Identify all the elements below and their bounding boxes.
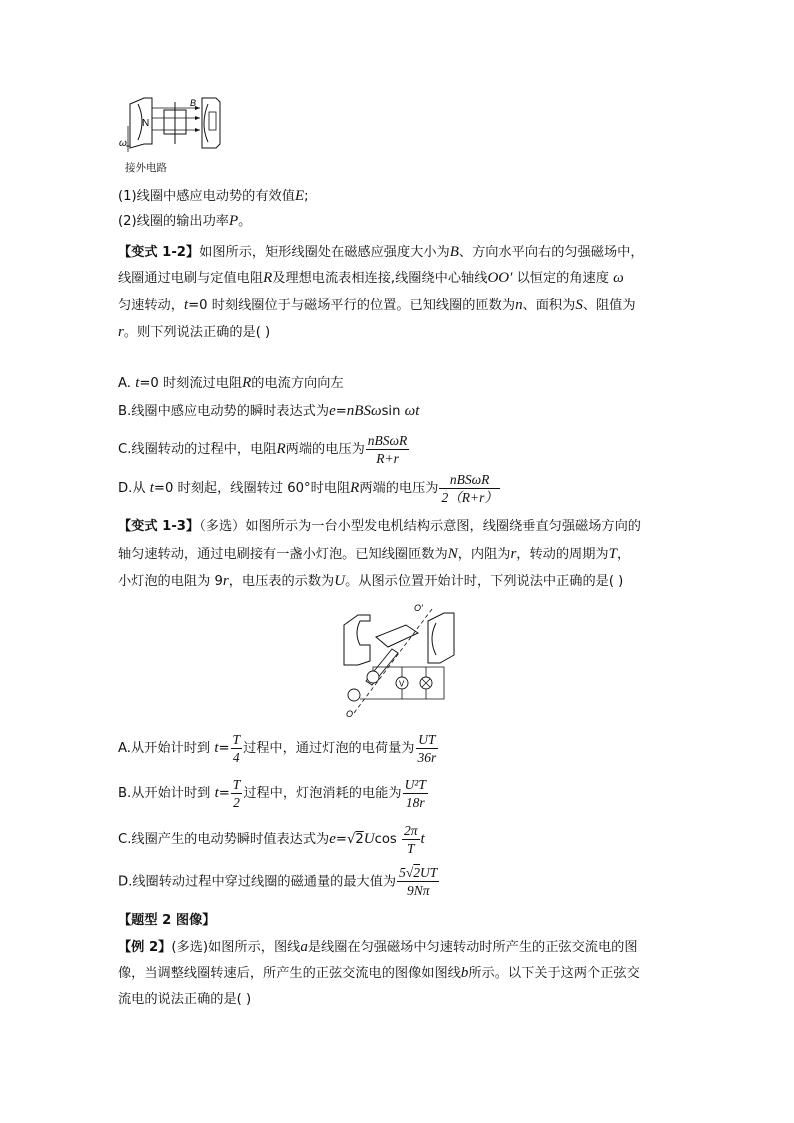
variant-1-3-option-b: B.从开始计时到 t= $\frac{T}{2}$ 过程中，灯泡消耗的电能为 $\frac{\text{U²T}}{18r}$	[118, 776, 426, 810]
question-item-2: (2)线圈的输出功率P。	[118, 213, 252, 229]
figure-1-caption: 接外电路	[125, 162, 167, 174]
variant-1-2-line-3: 匀速转动，t=0 时刻线圈位于与磁场平行的位置。已知线圈的匝数为n、面积为S、阻值为	[118, 297, 636, 313]
option-d-fraction: $\frac{\text{nBSωR}}{2(R+r)}$	[441, 471, 498, 505]
variant-1-2-option-a: A. t=0 时刻流过电阻R的电流方向向左	[118, 375, 344, 391]
variant-1-2-line-4: r。则下列说法正确的是( )	[118, 324, 271, 340]
variant-1-2-line-2: 线圈通过电刷与定值电阻R及理想电流表相连接,线圈绕中心轴线OO′ 以恒定的角速度 ω	[118, 270, 624, 286]
example-2-line-2: 像，当调整线圈转速后，所产生的正弦交流电的图像如图线b所示。以下关于这两个正弦交	[118, 965, 640, 981]
option-b-time-fraction: $\frac{T}{2}$	[232, 776, 241, 810]
variant-1-3-tag: 【变式 1-3】	[118, 519, 200, 534]
variant-1-2-option-d: D.从 t=0 时刻起，线圈转过 60°时电阻R两端的电压为 $\frac{\text{nBSωR}}{2(R+r)}$	[118, 471, 498, 505]
variant-1-3-line-2: 轴匀速转动，通过电刷接有一盏小灯泡。已知线圈匝数为N，内阻为r，转动的周期为T，	[118, 546, 631, 562]
option-b-energy-fraction: $\frac{\text{U²T}}{18r}$	[404, 776, 426, 810]
variant-1-3-line-1: 【变式 1-3】（多选）如图所示为一台小型发电机结构示意图，线圈绕垂直匀强磁场方向的	[118, 519, 641, 534]
variant-1-2-tag: 【变式 1-2】	[118, 245, 200, 260]
variant-1-3-line-3: 小灯泡的电阻为 9r，电压表的示数为U。从图示位置开始计时，下列说法中正确的是( )	[118, 573, 624, 589]
example-2-line-1: 【例 2】(多选)如图所示，图线a是线圈在匀强磁场中匀速转动时所产生的正弦交流电的图	[118, 939, 638, 955]
question-item-1: (1)线圈中感应电动势的有效值E;	[118, 188, 309, 204]
variant-1-3-option-c: C.线圈产生的电动势瞬时值表达式为e=√2Ucos $\frac{2\pi}{T}$ t	[118, 822, 425, 856]
field-b-label: B	[190, 98, 197, 108]
variant-1-2-line-1: 【变式 1-2】如图所示，矩形线圈处在磁感应强度大小为B、方向水平向右的匀强磁场中，	[118, 244, 644, 260]
variant-1-3-option-a: A.从开始计时到 t= $\frac{T}{4}$ 过程中，通过灯泡的电荷量为 $\frac{UT}{36r}$	[118, 731, 437, 765]
magnet-n-label: N	[142, 118, 150, 129]
generator-figure-1	[116, 96, 228, 156]
variant-1-3-option-d: D.线圈转动过程中穿过线圈的磁通量的最大值为 $\frac{5√2UT}{9N\pi}$	[118, 865, 438, 898]
omega-label: ω	[119, 138, 127, 149]
variant-1-2-option-b: B.线圈中感应电动势的瞬时表达式为e=nBSωsin ωt	[118, 403, 420, 419]
voltmeter-label: V	[399, 679, 405, 689]
option-c-fraction: $\frac{\text{nBSωR}}{R+r}$	[367, 432, 408, 466]
example-2-line-3: 流电的说法正确的是( )	[118, 992, 252, 1007]
option-a-charge-fraction: $\frac{UT}{36r}$	[417, 731, 437, 765]
option-c-angular-fraction: $\frac{2\pi}{T}$	[404, 822, 418, 856]
option-d-flux-fraction: $\frac{5√2UT}{9N\pi}$	[399, 865, 438, 898]
axis-o-prime-label: O′	[414, 603, 423, 613]
axis-o-label: O	[346, 709, 354, 719]
example-2-tag: 【例 2】	[118, 940, 172, 955]
generator-figure-2	[336, 603, 460, 721]
variant-1-2-option-c: C.线圈转动的过程中，电阻R两端的电压为 $\frac{\text{nBSωR}}{R+r}$	[118, 432, 408, 466]
topic-2-title: 【题型 2 图像】	[118, 913, 216, 928]
option-a-time-fraction: $\frac{T}{4}$	[232, 731, 241, 765]
